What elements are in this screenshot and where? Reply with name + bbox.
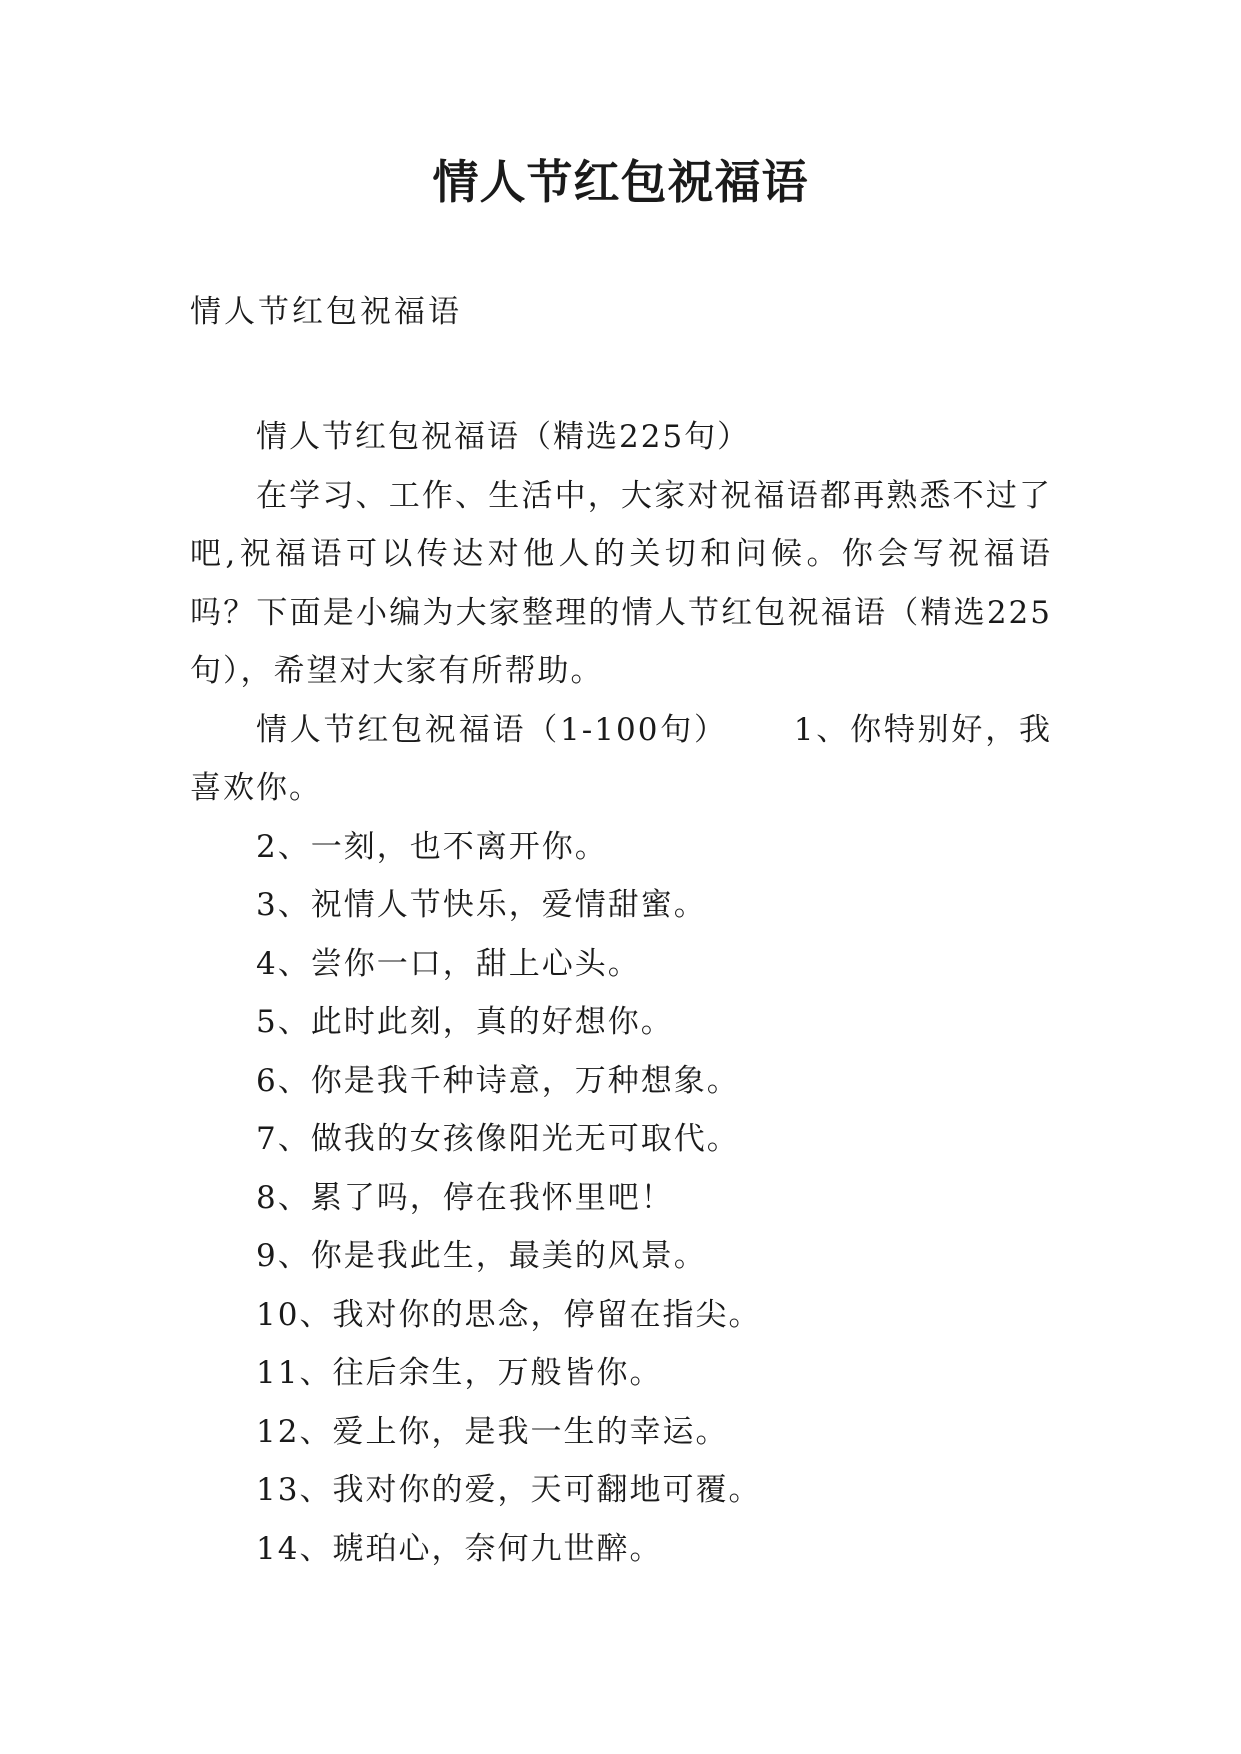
list-item: 7、做我的女孩像阳光无可取代。 [256,1121,740,1157]
list-item: 9、你是我此生，最美的风景。 [256,1238,707,1274]
list-item: 3、祝情人节快乐，爱情甜蜜。 [256,887,707,923]
intro-paragraph: 在学习、工作、生活中，大家对祝福语都再熟悉不过了吧,祝福语可以传达对他人的关切和问候。你会写祝福语吗？下面是小编为大家整理的情人节红包祝福语（精选225句），希望对大家有所帮助。 [190,477,1052,689]
intro-heading: 情人节红包祝福语（精选225句） [256,419,751,455]
list-item: 13、我对你的爱，天可翻地可覆。 [256,1472,762,1508]
list-item: 6、你是我千种诗意，万种想象。 [256,1062,740,1099]
list-item: 8、累了吗，停在我怀里吧！ [256,1179,674,1216]
list-item: 5、此时此刻，真的好想你。 [256,1004,674,1040]
list-item: 12、爱上你，是我一生的幸运。 [256,1413,729,1450]
document-title: 情人节红包祝福语 [432,155,809,209]
list-item: 14、琥珀心，奈何九世醉。 [256,1530,663,1567]
section-heading-paragraph [190,701,1052,818]
list-item: 4、尝你一口，甜上心头。 [256,945,641,982]
list-item: 2、一刻，也不离开你。 [256,828,608,865]
section-heading: 情人节红包祝福语（1-100句） [256,711,728,748]
list-item: 10、我对你的思念，停留在指尖。 [256,1296,762,1333]
document-subtitle: 情人节红包祝福语 [190,294,462,330]
list-item: 1、你特别好，我喜欢你。 [190,711,1052,806]
document-body [190,408,1052,1578]
list-item: 11、往后余生，万般皆你。 [256,1355,663,1391]
